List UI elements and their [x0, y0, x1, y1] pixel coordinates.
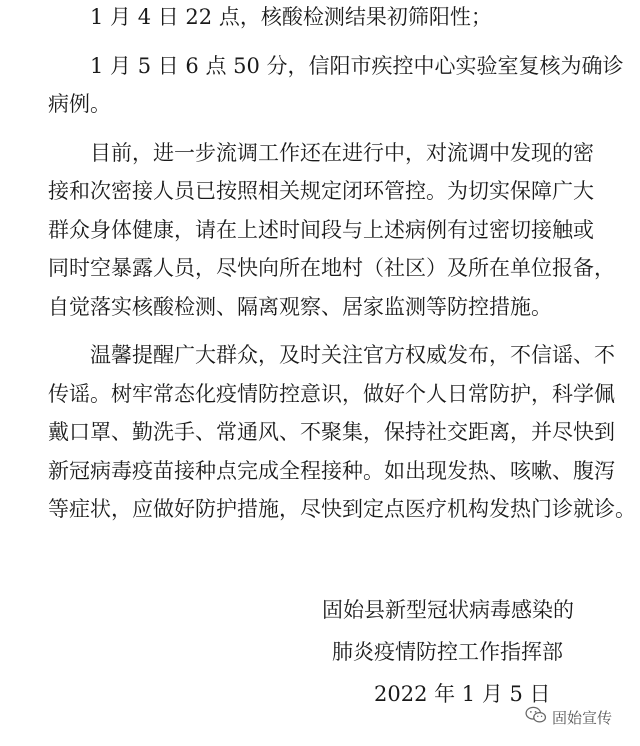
- signature-date: 2022 年 1 月 5 日: [374, 682, 551, 706]
- text-line: 群众身体健康，请在上述时间段与上述病例有过密切接触或: [48, 217, 594, 242]
- signature-org-line1: 固始县新型冠状病毒感染的: [322, 598, 574, 622]
- text-line: 目前，进一步流调工作还在进行中，对流调中发现的密: [90, 140, 594, 165]
- paragraph-public-reminder: [48, 336, 636, 529]
- text-line: 病例。: [48, 92, 111, 116]
- text-line: 等症状，应做好防护措施，尽快到定点医疗机构发热门诊就诊。: [48, 497, 636, 521]
- text-line: 新冠病毒疫苗接种点完成全程接种。如出现发热、咳嗽、腹泻: [48, 458, 615, 483]
- text-line: 接和次密接人员已按照相关规定闭环管控。为切实保障广大: [48, 179, 594, 203]
- text-line: 1 月 5 日 6 点 50 分，信阳市疾控中心实验室复核为确诊: [90, 53, 624, 78]
- paragraph-confirmed-case: [48, 47, 624, 124]
- signature-org-line2: 肺炎疫情防控工作指挥部: [332, 640, 563, 664]
- paragraph-contact-tracing: [48, 134, 615, 327]
- text-line: 1 月 4 日 22 点，核酸检测结果初筛阳性；: [90, 5, 492, 29]
- text-line: 戴口罩、勤洗手、常通风、不聚集，保持社交距离，并尽快到: [48, 420, 615, 444]
- paragraph-initial-screening: [48, 0, 608, 37]
- text-line: 温馨提醒广大群众，及时关注官方权威发布，不信谣、不: [90, 343, 615, 367]
- text-line: 自觉落实核酸检测、隔离观察、居家监测等防控措施。: [48, 294, 552, 319]
- wechat-icon: [525, 706, 547, 728]
- document-body: [48, 0, 636, 529]
- watermark-text: 固始宣传: [552, 708, 613, 727]
- text-line: 传谣。树牢常态化疫情防控意识，做好个人日常防护，科学佩: [48, 381, 615, 406]
- text-line: 同时空暴露人员，尽快向所在地村（社区）及所在单位报备，: [48, 256, 615, 280]
- watermark: [525, 706, 612, 728]
